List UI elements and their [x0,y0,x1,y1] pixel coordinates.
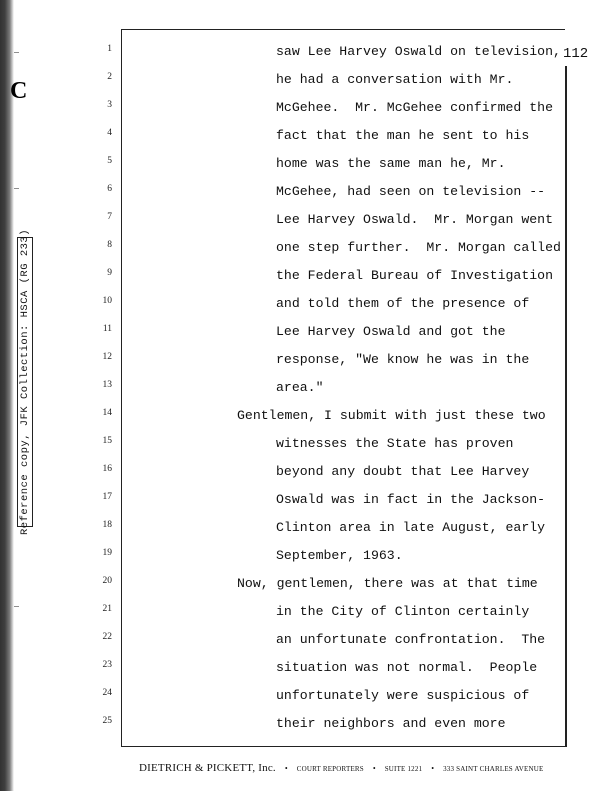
line-number-15: 15 [102,436,112,446]
transcript-line-6: McGehee, had seen on television -- [276,184,546,199]
transcript-line-15: witnesses the State has proven [276,436,514,451]
line-number-4: 4 [107,128,112,138]
transcript-line-16: beyond any doubt that Lee Harvey [276,464,530,479]
footer-address: 333 SAINT CHARLES AVENUE [443,765,544,773]
page-number: 112 [563,46,589,62]
transcript-line-13: area." [276,380,324,395]
transcript-line-23: situation was not normal. People [276,660,538,675]
line-number-12: 12 [102,352,112,362]
line-number-20: 20 [102,576,112,586]
transcript-line-10: and told them of the presence of [276,296,530,311]
footer-separator: • [431,764,435,773]
line-number-13: 13 [102,380,112,390]
line-number-6: 6 [107,184,112,194]
line-number-24: 24 [102,688,112,698]
line-number-25: 25 [102,716,112,726]
transcript-line-18: Clinton area in late August, early [276,520,546,535]
line-number-19: 19 [102,548,112,558]
scan-speck [14,188,19,189]
court-reporter-footer [139,758,544,776]
line-number-5: 5 [107,156,112,166]
transcript-line-12: response, "We know he was in the [276,352,530,367]
transcript-line-1: saw Lee Harvey Oswald on television, [276,44,561,59]
footer-separator: • [284,764,288,773]
transcript-line-21: in the City of Clinton certainly [276,604,530,619]
line-number-17: 17 [102,492,112,502]
scan-speck [14,606,19,607]
transcript-line-24: unfortunately were suspicious of [276,688,530,703]
transcript-line-22: an unfortunate confrontation. The [276,632,546,647]
line-number-18: 18 [102,520,112,530]
line-number-7: 7 [107,212,112,222]
line-number-11: 11 [102,324,112,334]
line-number-2: 2 [107,72,112,82]
line-number-22: 22 [102,632,112,642]
transcript-line-7: Lee Harvey Oswald. Mr. Morgan went [276,212,553,227]
transcript-line-20: Now, gentlemen, there was at that time [237,576,538,591]
transcript-line-14: Gentlemen, I submit with just these two [237,408,546,423]
reference-stamp-text: Reference copy, JFK Collection: HSCA (RG 233) [19,228,31,536]
transcript-frame-right-border [565,66,567,747]
line-number-21: 21 [102,604,112,614]
transcript-line-11: Lee Harvey Oswald and got the [276,324,506,339]
line-number-9: 9 [107,268,112,278]
line-number-23: 23 [102,660,112,670]
transcript-line-25: their neighbors and even more [276,716,506,731]
line-number-14: 14 [102,408,112,418]
line-number-10: 10 [102,296,112,306]
scanned-page-edge [0,0,14,791]
binder-mark: C [10,78,28,104]
footer-company: DIETRICH & PICKETT, Inc. [139,762,276,774]
transcript-line-5: home was the same man he, Mr. [276,156,506,171]
transcript-line-9: the Federal Bureau of Investigation [276,268,553,283]
transcript-line-2: he had a conversation with Mr. [276,72,514,87]
transcript-line-8: one step further. Mr. Morgan called [276,240,561,255]
transcript-line-17: Oswald was in fact in the Jackson- [276,492,546,507]
line-number-1: 1 [107,44,112,54]
footer-separator: • [372,764,376,773]
transcript-line-4: fact that the man he sent to his [276,128,530,143]
scan-speck [14,52,19,53]
transcript-line-19: September, 1963. [276,548,403,563]
line-number-3: 3 [107,100,112,110]
transcript-line-3: McGehee. Mr. McGehee confirmed the [276,100,553,115]
line-number-16: 16 [102,464,112,474]
line-number-8: 8 [107,240,112,250]
footer-service: COURT REPORTERS [296,765,364,773]
footer-suite: SUITE 1221 [384,765,423,773]
